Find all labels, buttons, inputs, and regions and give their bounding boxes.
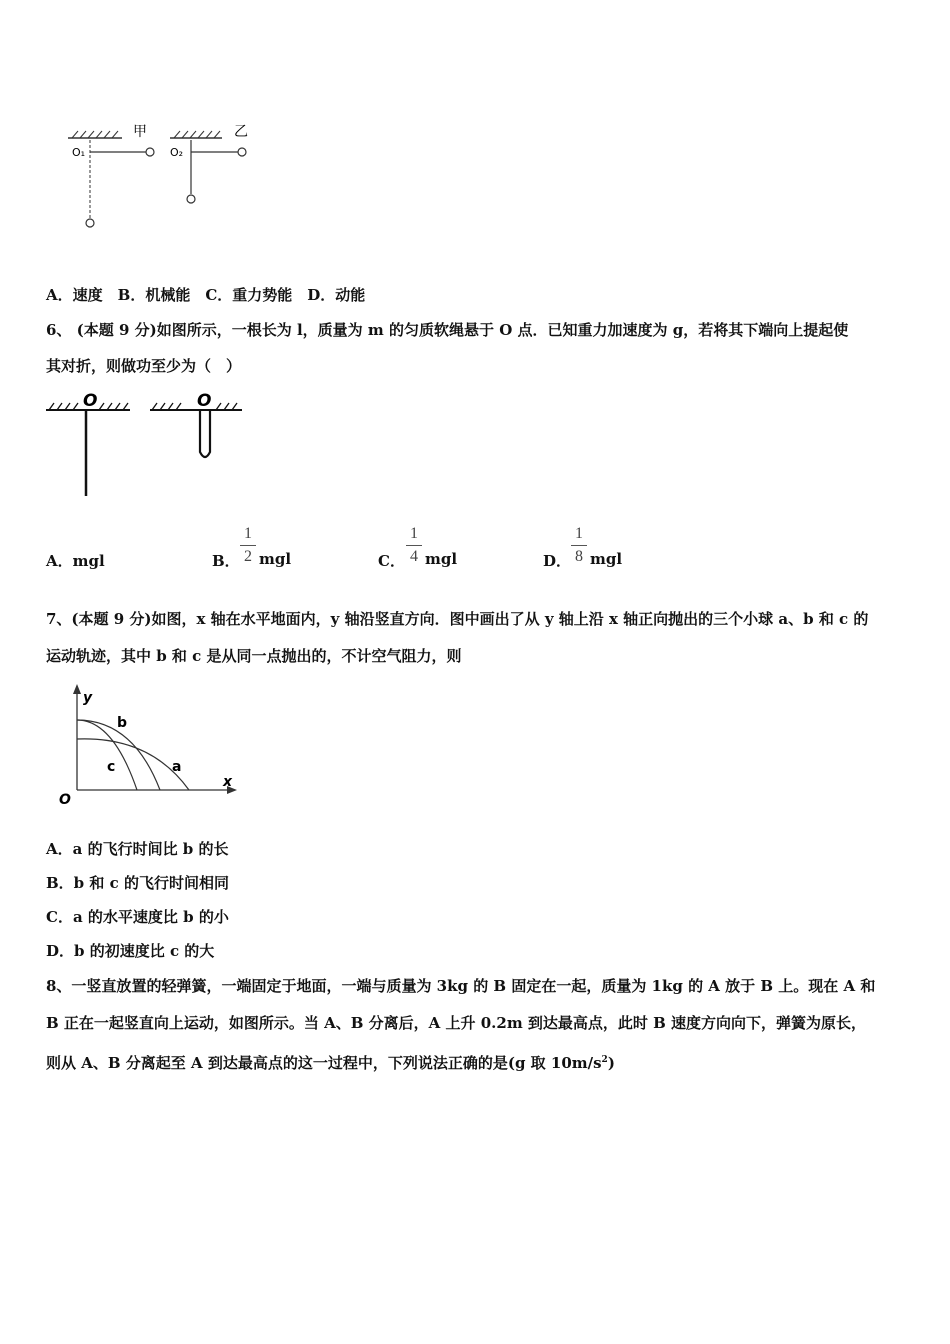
q7-option-b: B．b 和 c 的飞行时间相同 <box>46 874 229 892</box>
curve-label-b: b <box>117 715 128 731</box>
q6-option-a-text: mgl <box>72 552 105 570</box>
q6-option-c-fraction <box>406 524 422 567</box>
trajectory-c <box>77 720 137 790</box>
curve-label-a: a <box>172 759 182 775</box>
q6-option-b-text: mgl <box>259 550 292 568</box>
q6-option-d-fraction <box>571 524 587 567</box>
q6-option-c-text: mgl <box>425 550 458 568</box>
q8-line3-end: ) <box>607 1054 615 1072</box>
q8-stem-line1: 8、一竖直放置的轻弹簧，一端固定于地面，一端与质量为 3kg 的 B 固定在一起，质量为 1kg 的 A 放于 B 上。现在 A 和 <box>46 977 876 995</box>
label-yi: 乙 <box>234 124 248 140</box>
fraction-denominator: 2 <box>244 548 252 565</box>
rope-figure <box>44 386 244 501</box>
q8-stem-line2: B 正在一起竖直向上运动，如图所示。当 A、B 分离后，A 上升 0.2m 到达最高点，此时 B 速度方向向下，弹簧为原长， <box>46 1014 867 1032</box>
q6-stem-line1: 6、 (本题 9 分)如图所示，一根长为 l，质量为 m 的匀质软绳悬于 O 点．已知重力加速度为 g，若将其下端向上提起使 <box>46 321 849 339</box>
label-o2: O₂ <box>170 146 184 159</box>
q8-line3-sup: 2 <box>601 1055 608 1065</box>
trajectory-graph <box>55 682 245 810</box>
q7-option-a: A．a 的飞行时间比 b 的长 <box>46 840 229 858</box>
q6-option-a <box>46 550 105 571</box>
fraction-denominator: 4 <box>410 548 418 565</box>
q7-option-c: C．a 的水平速度比 b 的小 <box>46 908 229 926</box>
label-o-right: O <box>197 391 212 411</box>
axis-label-x: x <box>223 774 233 790</box>
q6-option-a-letter: A． <box>46 552 73 570</box>
axis-label-y: y <box>83 690 93 706</box>
q5-options: A．速度 B．机械能 C．重力势能 D．动能 <box>46 286 366 304</box>
fraction-numerator: 1 <box>410 525 418 542</box>
fraction-numerator: 1 <box>244 525 252 542</box>
label-o1: O₁ <box>72 146 86 159</box>
origin-label: O <box>59 792 71 808</box>
label-jia: 甲 <box>133 124 147 140</box>
fraction-denominator: 8 <box>575 548 583 565</box>
fraction-numerator: 1 <box>575 525 583 542</box>
q7-stem-line2: 运动轨迹，其中 b 和 c 是从同一点抛出的，不计空气阻力，则 <box>46 647 462 665</box>
q6-option-d-letter: D． <box>543 552 572 570</box>
pendulum-figure <box>60 118 260 233</box>
q7-stem-line1: 7、(本题 9 分)如图，x 轴在水平地面内，y 轴沿竖直方向．图中画出了从 y 轴上沿 x 轴正向抛出的三个小球 a、b 和 c 的 <box>46 610 869 628</box>
label-o-left: O <box>83 391 98 411</box>
q6-stem-line2: 其对折，则做功至少为（ ） <box>46 357 242 375</box>
curve-label-c: c <box>107 759 116 775</box>
q8-line3-main: 则从 A、B 分离起至 A 到达最高点的这一过程中，下列说法正确的是(g 取 10m/s <box>46 1054 602 1072</box>
q6-option-b-fraction <box>240 524 256 567</box>
q7-option-d: D．b 的初速度比 c 的大 <box>46 942 215 960</box>
q8-stem-line3 <box>46 1050 615 1073</box>
q6-option-b-letter: B． <box>212 552 240 570</box>
q6-option-d-text: mgl <box>590 550 623 568</box>
q6-option-c-letter: C． <box>378 552 405 570</box>
